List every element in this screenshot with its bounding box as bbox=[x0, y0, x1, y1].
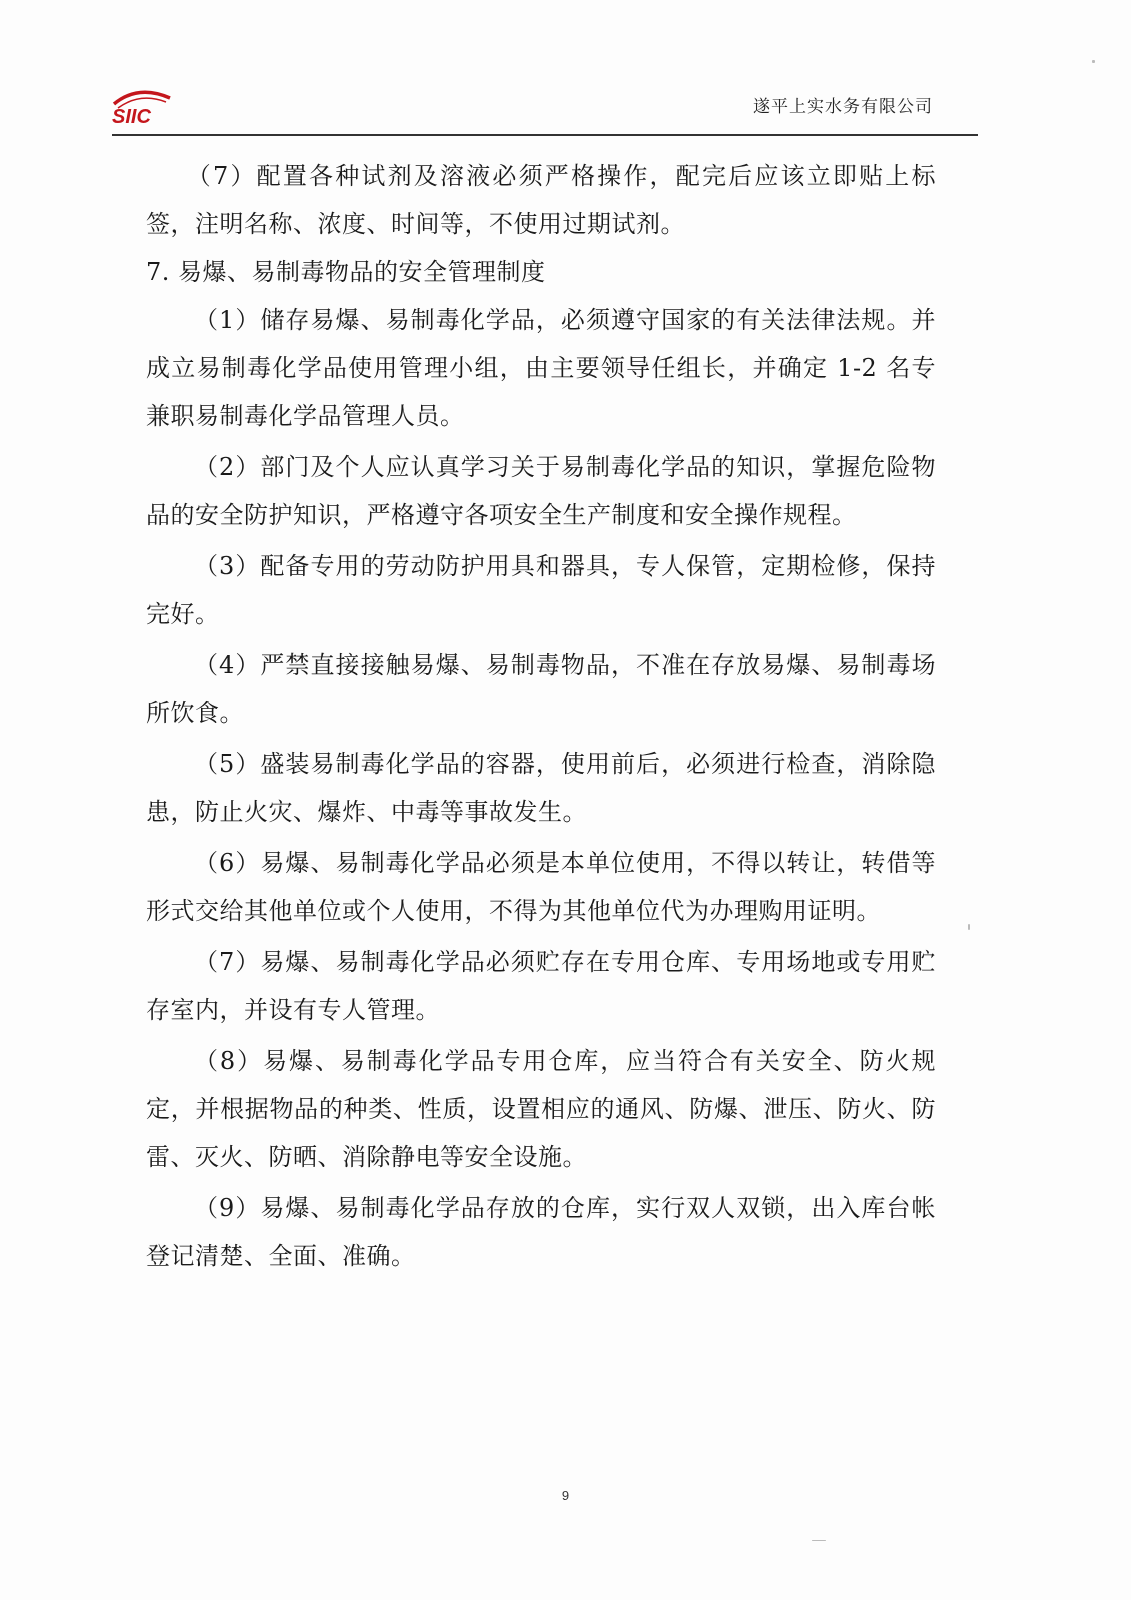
paragraph-item-5: （5）盛装易制毒化学品的容器，使用前后，必须进行检查，消除隐患，防止火灾、爆炸、中毒等事故发生。 bbox=[146, 750, 936, 826]
company-name: 遂平上实水务有限公司 bbox=[753, 97, 933, 117]
scan-speck bbox=[1092, 60, 1095, 63]
scan-speck bbox=[968, 924, 970, 930]
paragraph-item-8: （8）易爆、易制毒化学品专用仓库，应当符合有关安全、防火规定，并根据物品的种类、性质，设置相应的通风、防爆、泄压、防火、防雷、灭火、防晒、消除静电等安全设施。 bbox=[146, 1047, 936, 1171]
svg-text:SIIC: SIIC bbox=[112, 106, 151, 128]
body-text bbox=[146, 152, 936, 1280]
paragraph-item-9: （9）易爆、易制毒化学品存放的仓库，实行双人双锁，出入库台帐登记清楚、全面、准确。 bbox=[146, 1194, 936, 1270]
paragraph-item-4: （4）严禁直接接触易爆、易制毒物品，不准在存放易爆、易制毒场所饮食。 bbox=[146, 651, 936, 727]
header-divider bbox=[112, 134, 978, 136]
paragraph-reagent-7: （7）配置各种试剂及溶液必须严格操作，配完后应该立即贴上标签，注明名称、浓度、时间等，不使用过期试剂。 bbox=[146, 162, 936, 238]
paragraph-item-7: （7）易爆、易制毒化学品必须贮存在专用仓库、专用场地或专用贮存室内，并设有专人管理。 bbox=[146, 948, 936, 1024]
paragraph-item-1: （1）储存易爆、易制毒化学品，必须遵守国家的有关法律法规。并成立易制毒化学品使用管理小组，由主要领导任组长，并确定 1-2 名专兼职易制毒化学品管理人员。 bbox=[146, 306, 936, 430]
paragraph-item-6: （6）易爆、易制毒化学品必须是本单位使用，不得以转让，转借等形式交给其他单位或个人使用，不得为其他单位代为办理购用证明。 bbox=[146, 849, 936, 925]
scan-speck bbox=[812, 1540, 826, 1541]
siic-logo bbox=[108, 84, 176, 128]
paragraph-item-2: （2）部门及个人应认真学习关于易制毒化学品的知识，掌握危险物品的安全防护知识，严格遵守各项安全生产制度和安全操作规程。 bbox=[146, 453, 936, 529]
section-heading-7: 7. 易爆、易制毒物品的安全管理制度 bbox=[146, 258, 546, 286]
paragraph-item-3: （3）配备专用的劳动防护用具和器具，专人保管，定期检修，保持完好。 bbox=[146, 552, 936, 628]
page-number: 9 bbox=[561, 1488, 570, 1503]
